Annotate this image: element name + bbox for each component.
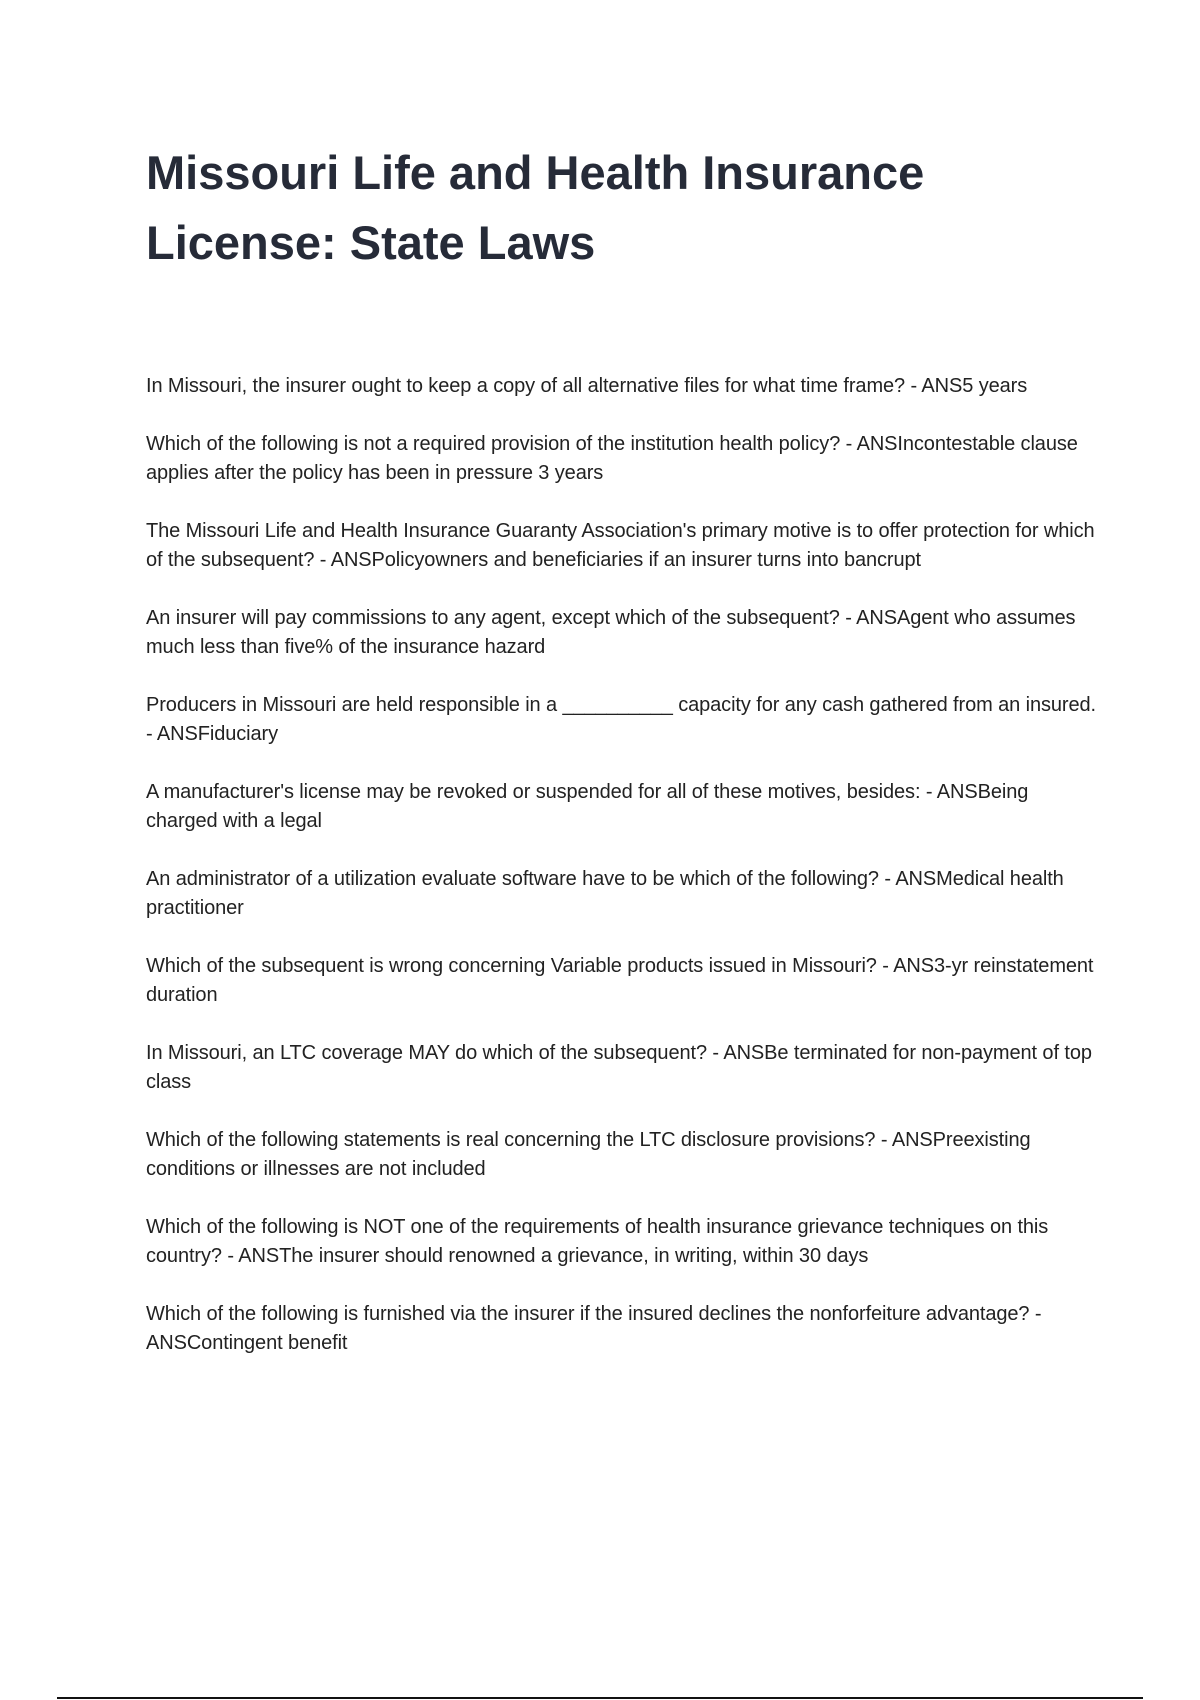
list-item (146, 1039, 1096, 1097)
answer-text: ANSBeing charged with a legal (146, 781, 1029, 832)
answer-text: ANSMedical health practitioner (146, 868, 1064, 919)
list-item (146, 1300, 1096, 1358)
answer-text: ANSIncontestable clause applies after the policy has been in pressure 3 years (146, 433, 1078, 484)
answer-text: ANS5 years (921, 375, 1028, 397)
question-text: An insurer will pay commissions to any agent, except which of the subsequent? - (146, 607, 857, 629)
qa-list (146, 372, 1096, 1387)
question-text: Which of the following is not a required provision of the institution health policy? - (146, 433, 857, 455)
question-text: A manufacturer's license may be revoked or suspended for all of these motives, besides: - (146, 781, 937, 803)
question-text: An administrator of a utilization evaluate software have to be which of the following? - (146, 868, 896, 890)
answer-text: ANSAgent who assumes much less than five% of the insurance hazard (146, 607, 1076, 658)
answer-text: ANS3-yr reinstatement duration (146, 955, 1094, 1006)
question-text: In Missouri, an LTC coverage MAY do which of the subsequent? - (146, 1042, 724, 1064)
question-text: The Missouri Life and Health Insurance Guaranty Association's primary motive is to offer protection for which of the subsequent? - (146, 520, 1095, 571)
list-item (146, 430, 1096, 488)
list-item (146, 952, 1096, 1010)
list-item (146, 372, 1096, 401)
question-text: Which of the following statements is real concerning the LTC disclosure provisions? - (146, 1129, 892, 1151)
list-item (146, 778, 1096, 836)
list-item (146, 691, 1096, 749)
page-title: Missouri Life and Health Insurance License: State Laws (146, 146, 925, 269)
answer-text: ANSThe insurer should renowned a grievance, in writing, within 30 days (238, 1245, 869, 1267)
answer-text: ANSFiduciary (156, 723, 278, 745)
question-text: Producers in Missouri are held responsible in a __________ capacity for any cash gathered from an insured. - (146, 694, 1096, 745)
question-text: In Missouri, the insurer ought to keep a copy of all alternative files for what time frame? - (146, 375, 922, 397)
answer-text: ANSBe terminated for non-payment of top class (146, 1042, 1092, 1093)
answer-text: ANSPreexisting conditions or illnesses are not included (146, 1129, 1031, 1180)
list-item (146, 1126, 1096, 1184)
answer-text: ANSContingent benefit (146, 1332, 348, 1354)
list-item (146, 865, 1096, 923)
question-text: Which of the following is NOT one of the requirements of health insurance grievance techniques on this country? - (146, 1216, 1049, 1267)
footer-divider (57, 1697, 1143, 1699)
list-item (146, 604, 1096, 662)
question-text: Which of the subsequent is wrong concerning Variable products issued in Missouri? - (146, 955, 894, 977)
list-item (146, 517, 1096, 575)
list-item (146, 1213, 1096, 1271)
question-text: Which of the following is furnished via the insurer if the insured declines the nonforfeiture advantage? - (146, 1303, 1042, 1325)
answer-text: ANSPolicyowners and beneficiaries if an insurer turns into bancrupt (330, 549, 921, 571)
